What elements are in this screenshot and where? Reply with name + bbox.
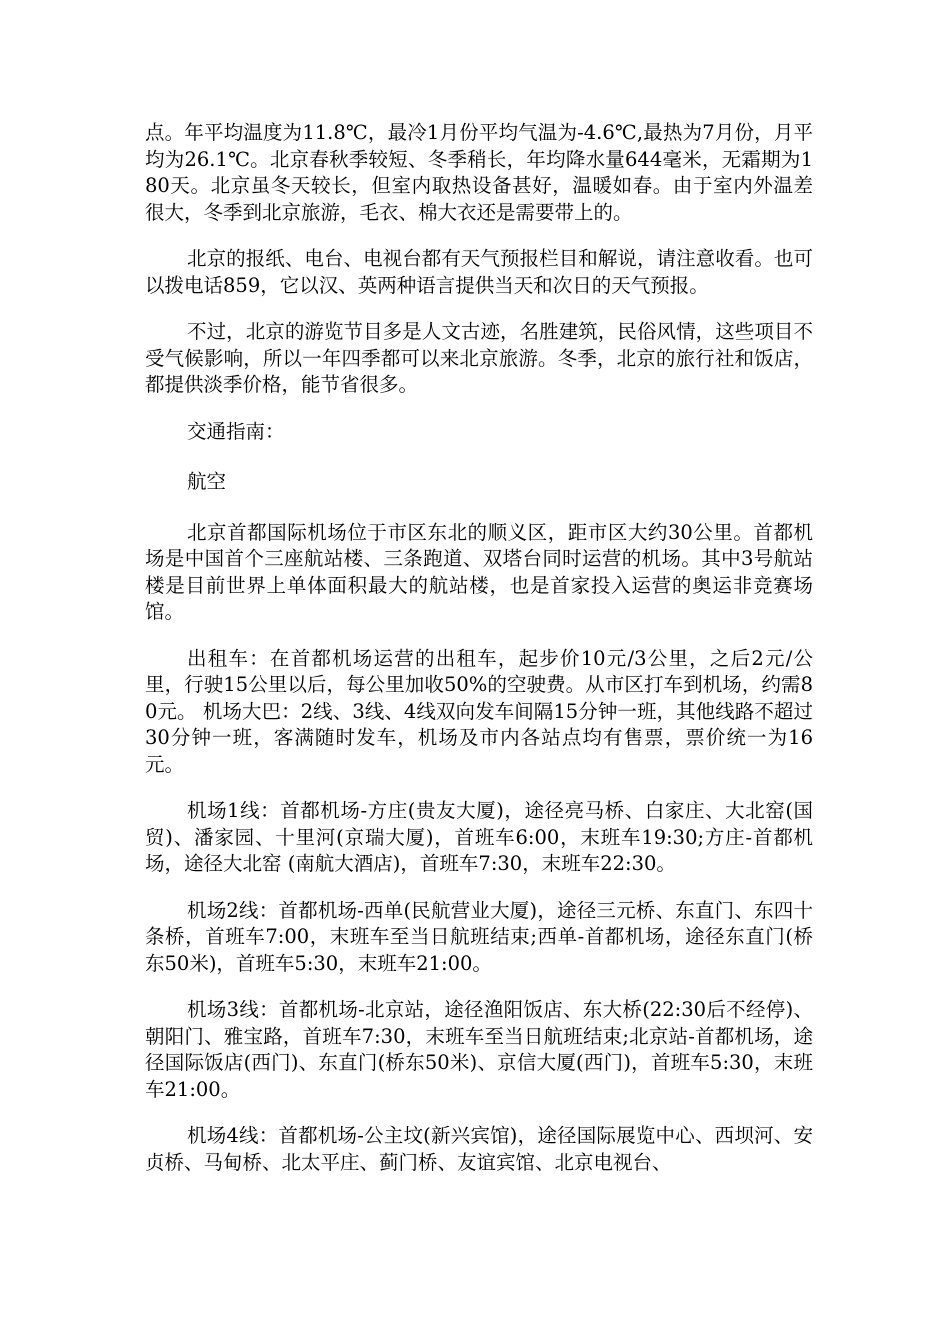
paragraph-weather-forecast: 北京的报纸、电台、电视台都有天气预报栏目和解说，请注意收看。也可以拨电话859，它以汉、英两种语言提供当天和次日的天气预报。 bbox=[145, 247, 813, 297]
paragraph-airport-line-4: 机场4线：首都机场-公主坟(新兴宾馆)，途径国际展览中心、西坝河、安贞桥、马甸桥、北太平庄、蓟门桥、友谊宾馆、北京电视台、 bbox=[145, 1124, 813, 1174]
paragraph-airport-line-1: 机场1线：首都机场-方庄(贵友大厦)，途径亮马桥、白家庄、大北窑(国贸)、潘家园、十里河(京瑞大厦)，首班车6:00，末班车19:30;方庄-首都机场，途径大北窑 (南航大酒店)，首班车7:30，末班车22:30。 bbox=[145, 799, 813, 875]
heading-transport-guide: 交通指南： bbox=[187, 419, 285, 443]
document-page bbox=[145, 120, 813, 1196]
heading-aviation: 航空 bbox=[187, 470, 227, 493]
paragraph-climate: 点。年平均温度为11.8℃，最冷1月份平均气温为-4.6℃,最热为7月份，月平均为26.1℃。北京春秋季较短、冬季稍长，年均降水量644毫米，无霜期为180天。北京虽冬天较长，但室内取热设备甚好，温暖如春。由于室内外温差很大，冬季到北京旅游，毛衣、棉大衣还是需要带上的。 bbox=[145, 121, 813, 224]
paragraph-airport-line-2: 机场2线：首都机场-西单(民航营业大厦)，途径三元桥、东直门、东四十条桥，首班车7:00，末班车至当日航班结束;西单-首都机场，途径东直门(桥东50米)，首班车5:30，末班车21:00。 bbox=[145, 898, 813, 975]
paragraph-airport-line-3: 机场3线：首都机场-北京站，途径渔阳饭店、东大桥(22:30后不经停)、朝阳门、雅宝路，首班车7:30，末班车至当日航班结束;北京站-首都机场，途径国际饭店(西门)、东直门(桥东50米)、京信大厦(西门)，首班车5:30，末班车21:00。 bbox=[145, 998, 813, 1101]
paragraph-tourism-seasons: 不过，北京的游览节目多是人文古迹，名胜建筑，民俗风情，这些项目不受气候影响，所以一年四季都可以来北京旅游。冬季，北京的旅行社和饭店，都提供淡季价格，能节省很多。 bbox=[145, 320, 813, 396]
paragraph-taxi-and-bus: 出租车：在首都机场运营的出租车，起步价10元/3公里，之后2元/公里，行驶15公里以后，每公里加收50%的空驶费。从市区打车到机场，约需80元。 机场大巴：2线、3线、4线双向发车间隔15分钟一班，其他线路不超过30分钟一班，客满随时发车，机场及市内各站点均有售票，票价统一为16元。 bbox=[145, 646, 813, 776]
paragraph-capital-airport: 北京首都国际机场位于市区东北的顺义区，距市区大约30公里。首都机场是中国首个三座航站楼、三条跑道、双塔台同时运营的机场。其中3号航站楼是目前世界上单体面积最大的航站楼，也是首家投入运营的奥运非竞赛场馆。 bbox=[145, 520, 813, 623]
